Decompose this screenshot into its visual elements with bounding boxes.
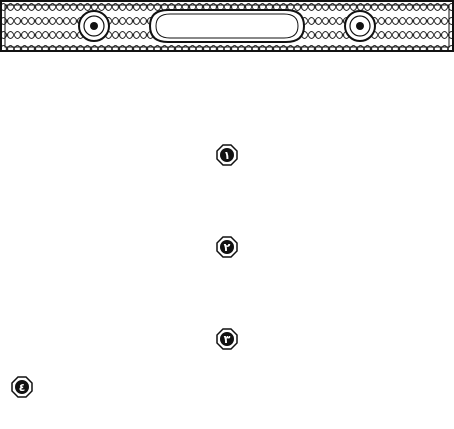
surah-title (154, 14, 302, 38)
ayah-end-marker (216, 236, 238, 258)
verse-text-block (0, 88, 454, 423)
text-line (6, 184, 448, 218)
text-line (6, 230, 448, 264)
ayah-number: ٣ (223, 332, 231, 346)
left-rosette-icon (79, 11, 109, 41)
text-line (6, 138, 448, 172)
ayah-end-marker (11, 376, 33, 398)
ayah-end-marker (216, 328, 238, 350)
text-line (6, 370, 448, 404)
basmala (100, 60, 354, 86)
ayah-number: ٤ (18, 380, 26, 394)
ayah-number: ٢ (223, 240, 231, 254)
ayah-number: ١ (223, 148, 231, 162)
text-line (6, 276, 448, 310)
right-rosette-icon (345, 11, 375, 41)
text-line (6, 92, 448, 126)
ayah-end-marker (216, 144, 238, 166)
text-line (6, 322, 448, 356)
